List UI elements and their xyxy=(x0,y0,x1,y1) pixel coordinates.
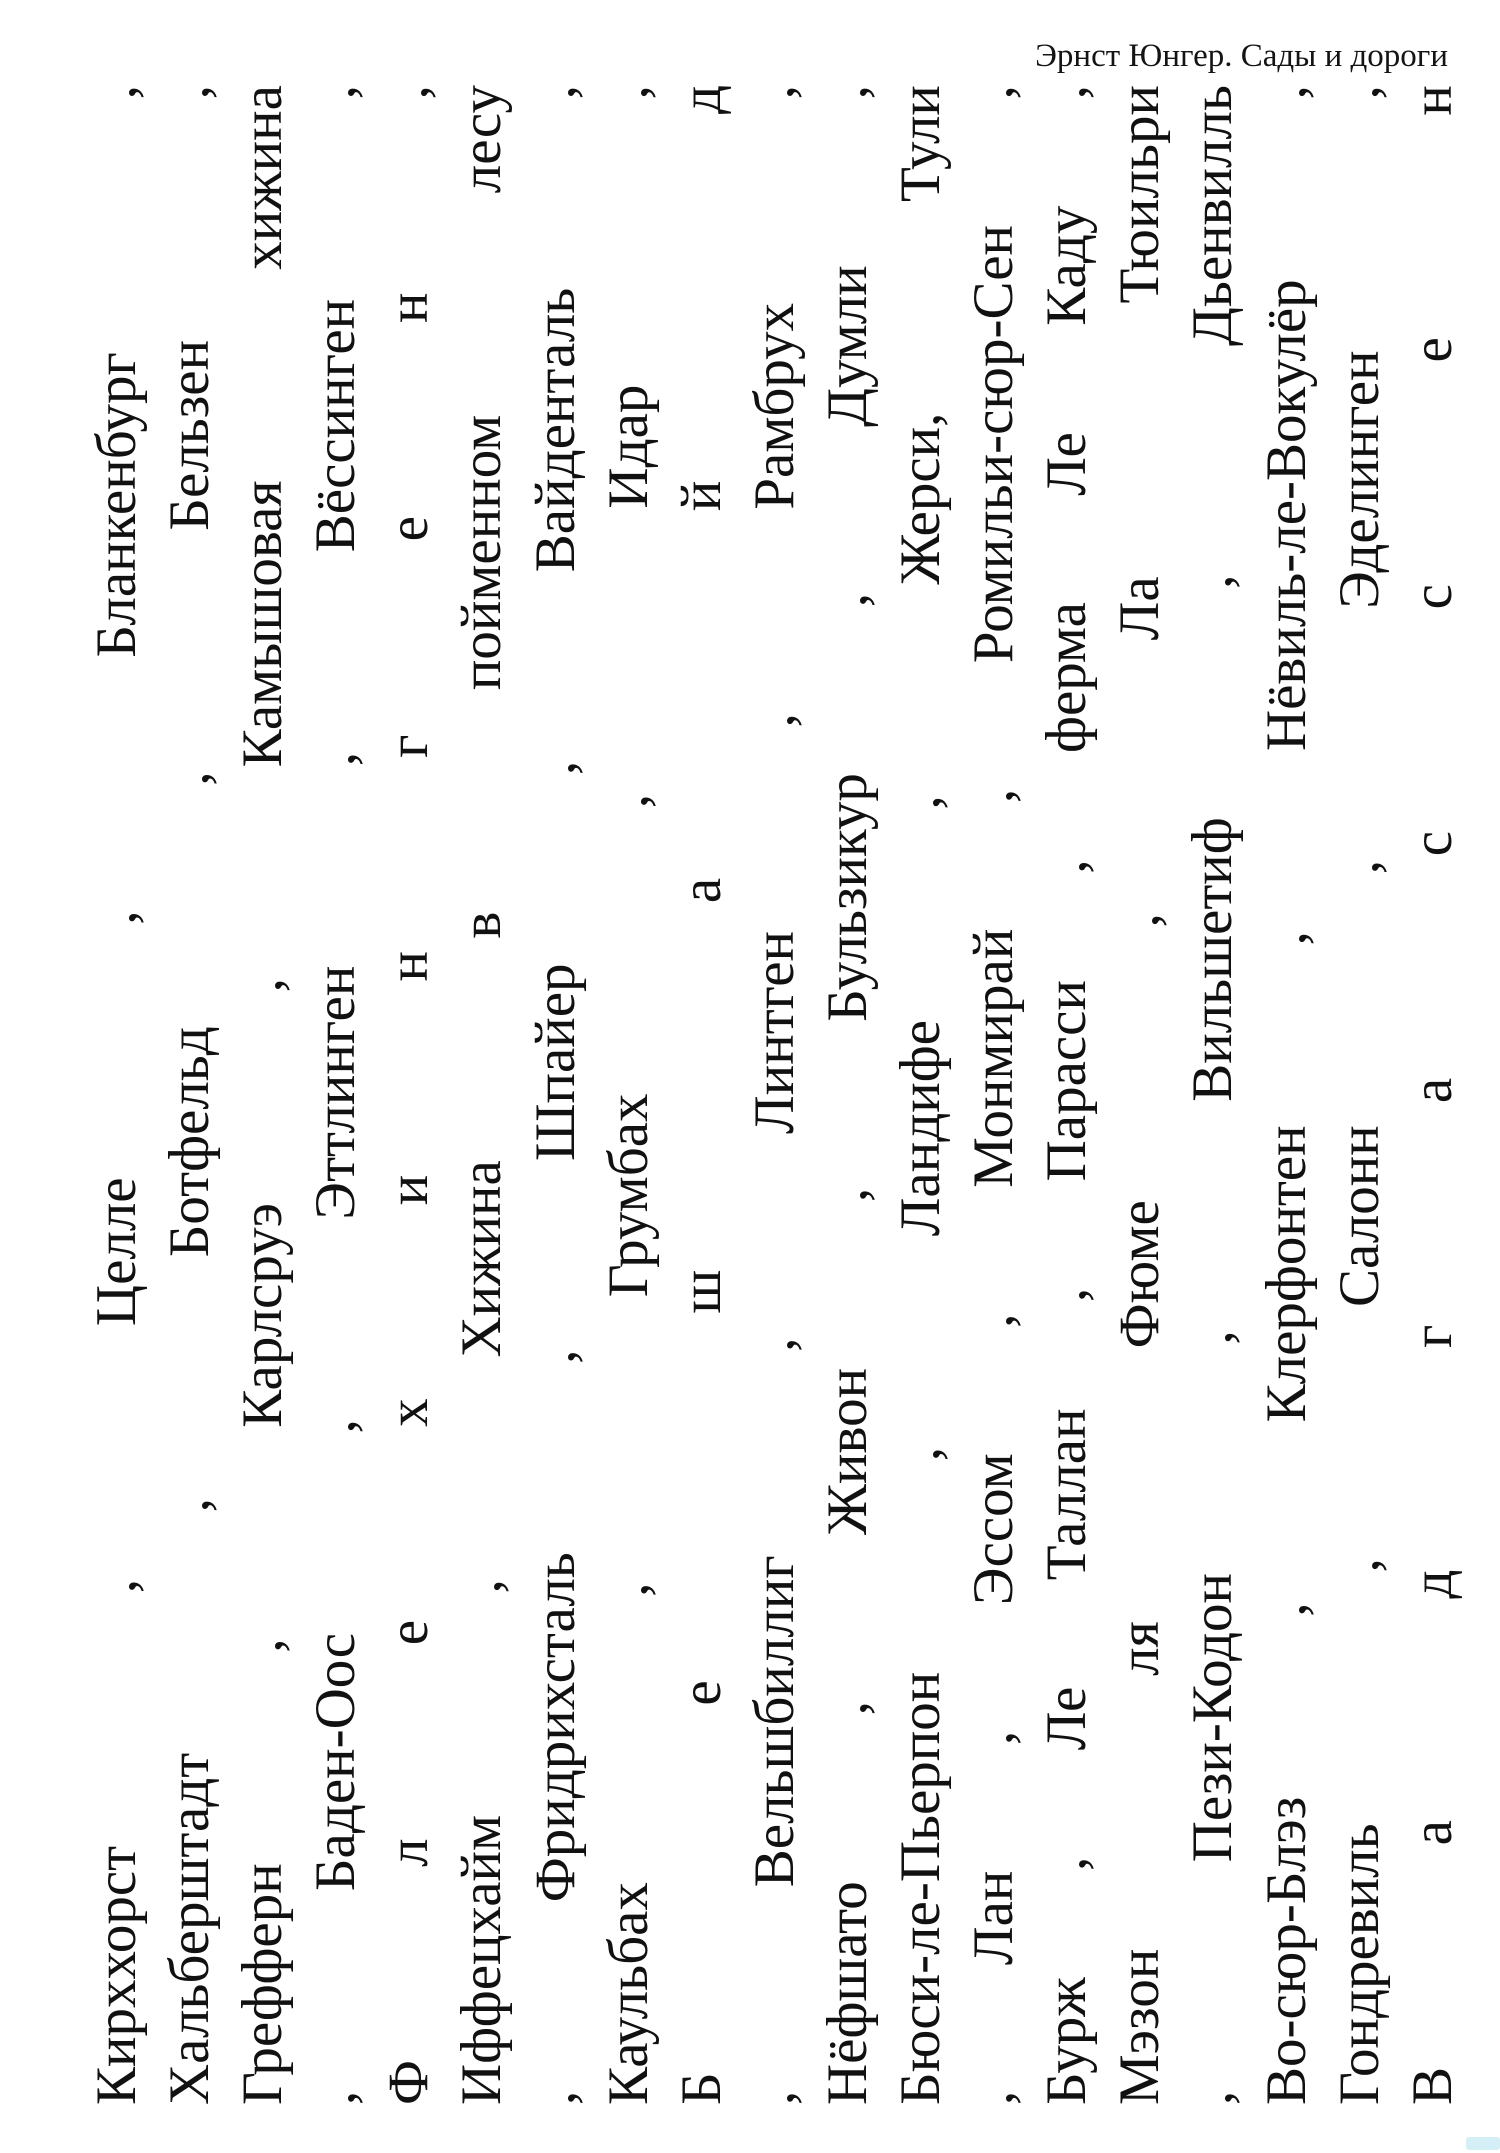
token: Дьенвилль xyxy=(1181,85,1245,347)
token: н xyxy=(1400,85,1464,116)
rotated-text-block xyxy=(80,85,1470,2105)
token: , xyxy=(1254,931,1318,946)
token: Лан xyxy=(962,1870,1026,1966)
token: , xyxy=(158,1497,222,1513)
token: , xyxy=(1181,1330,1245,1345)
token: Ла xyxy=(1108,576,1172,641)
token: Эделинген xyxy=(1327,350,1391,609)
token: , xyxy=(1254,1602,1318,1617)
token: , xyxy=(377,85,441,100)
token: Бельзен xyxy=(158,339,222,531)
token: , xyxy=(815,85,879,100)
text-line xyxy=(299,85,372,2105)
token: , xyxy=(962,1730,1026,1745)
token: Фюме xyxy=(1108,1200,1172,1349)
token: н xyxy=(377,292,441,323)
token: Эттлинген xyxy=(304,965,368,1220)
token: е xyxy=(1400,337,1464,363)
text-line xyxy=(665,85,738,2105)
token: , xyxy=(815,1187,879,1202)
token: лесу xyxy=(450,85,514,194)
token: Жерси, xyxy=(889,412,953,585)
token: Гондревиль xyxy=(1327,1823,1391,2105)
token: , xyxy=(815,1701,879,1716)
token: г xyxy=(1400,1324,1464,1348)
token: с xyxy=(1400,584,1464,610)
token: Во-сюр-Блэз xyxy=(1254,1796,1318,2105)
token: , xyxy=(1035,859,1099,874)
token: й xyxy=(669,480,733,512)
token: , xyxy=(962,85,1026,100)
token: Фридрихсталь xyxy=(523,1552,587,1903)
token: Парасси xyxy=(1035,980,1099,1182)
token: , xyxy=(523,760,587,775)
token: Грумбах xyxy=(596,1093,660,1298)
token: и xyxy=(377,1174,441,1206)
token: л xyxy=(377,1838,441,1867)
token: Нёвиль-ле-Вокулёр xyxy=(1254,279,1318,752)
token: Живон xyxy=(815,1367,879,1536)
text-line xyxy=(372,85,445,2105)
token: Бюси-ле-Пьерпон xyxy=(889,1671,953,2105)
token: Вёссинген xyxy=(304,298,368,553)
page-header-title: Эрнст Юнгер. Сады и дороги xyxy=(1035,38,1448,74)
token: е xyxy=(377,1619,441,1646)
token: , xyxy=(85,85,148,100)
token: , xyxy=(596,85,660,100)
token: Мэзон xyxy=(1108,1948,1172,2105)
text-line xyxy=(738,85,811,2105)
token: , xyxy=(742,85,806,100)
token: Карлсруэ xyxy=(231,1202,295,1428)
text-line xyxy=(1250,85,1323,2105)
token: , xyxy=(1327,1558,1391,1573)
token: Иффецхайм xyxy=(450,1814,514,2105)
token: Ботфельд xyxy=(158,1026,222,1258)
token: а xyxy=(1400,1820,1464,1846)
token: , xyxy=(889,1446,953,1462)
token: Салонн xyxy=(1327,1125,1391,1307)
token: Ромильи-сюр-Сен xyxy=(962,224,1026,664)
token: Каду xyxy=(1035,205,1099,326)
token: Тюильри xyxy=(1108,85,1172,304)
token: Хижина xyxy=(450,1160,514,1358)
token: Монмирай xyxy=(962,928,1026,1188)
text-line xyxy=(884,85,957,2105)
token: Ф xyxy=(377,2059,441,2105)
token: Тули xyxy=(889,85,953,202)
token: ш xyxy=(669,1269,733,1314)
token: ля xyxy=(1108,1621,1172,1676)
token: , xyxy=(1035,1856,1099,1871)
token: д xyxy=(1400,1569,1464,1599)
token: , xyxy=(1035,1287,1099,1303)
token: Ле xyxy=(1035,432,1099,496)
token: , xyxy=(450,1579,514,1594)
token: е xyxy=(377,516,441,542)
text-line xyxy=(592,85,665,2105)
token: Вильшетиф xyxy=(1181,817,1245,1102)
text-line xyxy=(811,85,884,2105)
token: н xyxy=(377,951,441,982)
token: , xyxy=(158,85,222,100)
token: , xyxy=(962,788,1026,803)
token: а xyxy=(669,877,733,904)
token: Идар xyxy=(596,384,660,509)
token: , xyxy=(304,751,368,767)
token: Эссом xyxy=(962,1453,1026,1606)
token: а xyxy=(1400,1077,1464,1104)
token: Ле xyxy=(1035,1686,1099,1751)
token: Каульбах xyxy=(596,1882,660,2105)
token: , xyxy=(1108,913,1172,928)
token: Камышовая xyxy=(231,480,295,768)
text-line xyxy=(445,85,518,2105)
token: Нёфшато xyxy=(815,1881,879,2105)
token: х xyxy=(377,1398,441,1427)
token: Линтген xyxy=(742,930,806,1134)
token: Вельшбиллиг xyxy=(742,1555,806,1888)
token: Кирххорст xyxy=(85,1845,148,2105)
token: , xyxy=(523,1349,587,1364)
token: Ландифе xyxy=(889,1020,953,1237)
token: , xyxy=(596,793,660,809)
token: Б xyxy=(669,2072,733,2105)
token: , xyxy=(742,1337,806,1352)
token: , xyxy=(1327,859,1391,875)
token: Хальберштадт xyxy=(158,1752,222,2105)
token: Таллан xyxy=(1035,1408,1099,1581)
token: , xyxy=(231,1638,295,1653)
token: Пези-Кодон xyxy=(1181,1573,1245,1863)
token: Рамбрух xyxy=(742,302,806,510)
token: , xyxy=(1254,85,1318,100)
token: Вайденталь xyxy=(523,287,587,573)
token: , xyxy=(158,771,222,786)
token: Бульзикур xyxy=(815,773,879,1022)
text-line xyxy=(1323,85,1396,2105)
token: , xyxy=(304,1419,368,1434)
token: , xyxy=(742,2090,806,2105)
token: д xyxy=(669,85,733,115)
token: ферма xyxy=(1035,602,1099,753)
token: пойменном xyxy=(450,414,514,691)
token: , xyxy=(85,910,148,925)
token: , xyxy=(523,85,587,100)
text-line xyxy=(1176,85,1249,2105)
page-corner-artifact xyxy=(1466,2137,1500,2150)
token: В xyxy=(1400,2066,1464,2105)
token: г xyxy=(377,734,441,758)
token: , xyxy=(742,713,806,728)
text-line xyxy=(80,85,153,2105)
token: Думли xyxy=(815,265,879,427)
token: , xyxy=(889,795,953,810)
token: , xyxy=(231,978,295,993)
token: в xyxy=(450,911,514,939)
token: , xyxy=(85,1578,148,1594)
token: , xyxy=(1181,574,1245,589)
token: Целле xyxy=(85,1177,148,1327)
token: Баден-Оос xyxy=(304,1632,368,1892)
token: Шпайер xyxy=(523,963,587,1162)
token: , xyxy=(962,1313,1026,1328)
token: , xyxy=(1035,85,1099,100)
token: Клерфонтен xyxy=(1254,1125,1318,1423)
token: , xyxy=(304,85,368,100)
token: , xyxy=(1181,2090,1245,2105)
token: , xyxy=(596,1582,660,1597)
text-line xyxy=(1103,85,1176,2105)
token: Бурж xyxy=(1035,1977,1099,2105)
token: , xyxy=(962,2090,1026,2105)
text-line xyxy=(519,85,592,2105)
token: , xyxy=(523,2090,587,2105)
token: хижина xyxy=(231,85,295,270)
text-line xyxy=(1396,85,1469,2105)
token: Бланкенбург xyxy=(85,352,148,658)
token: с xyxy=(1400,830,1464,857)
text-line xyxy=(226,85,299,2105)
text-line xyxy=(957,85,1030,2105)
token: Грефферн xyxy=(231,1863,295,2105)
text-line xyxy=(1030,85,1103,2105)
token: , xyxy=(304,2090,368,2105)
text-line xyxy=(153,85,226,2105)
token: , xyxy=(815,592,879,608)
token: е xyxy=(669,1680,733,1706)
token: , xyxy=(1327,85,1391,100)
